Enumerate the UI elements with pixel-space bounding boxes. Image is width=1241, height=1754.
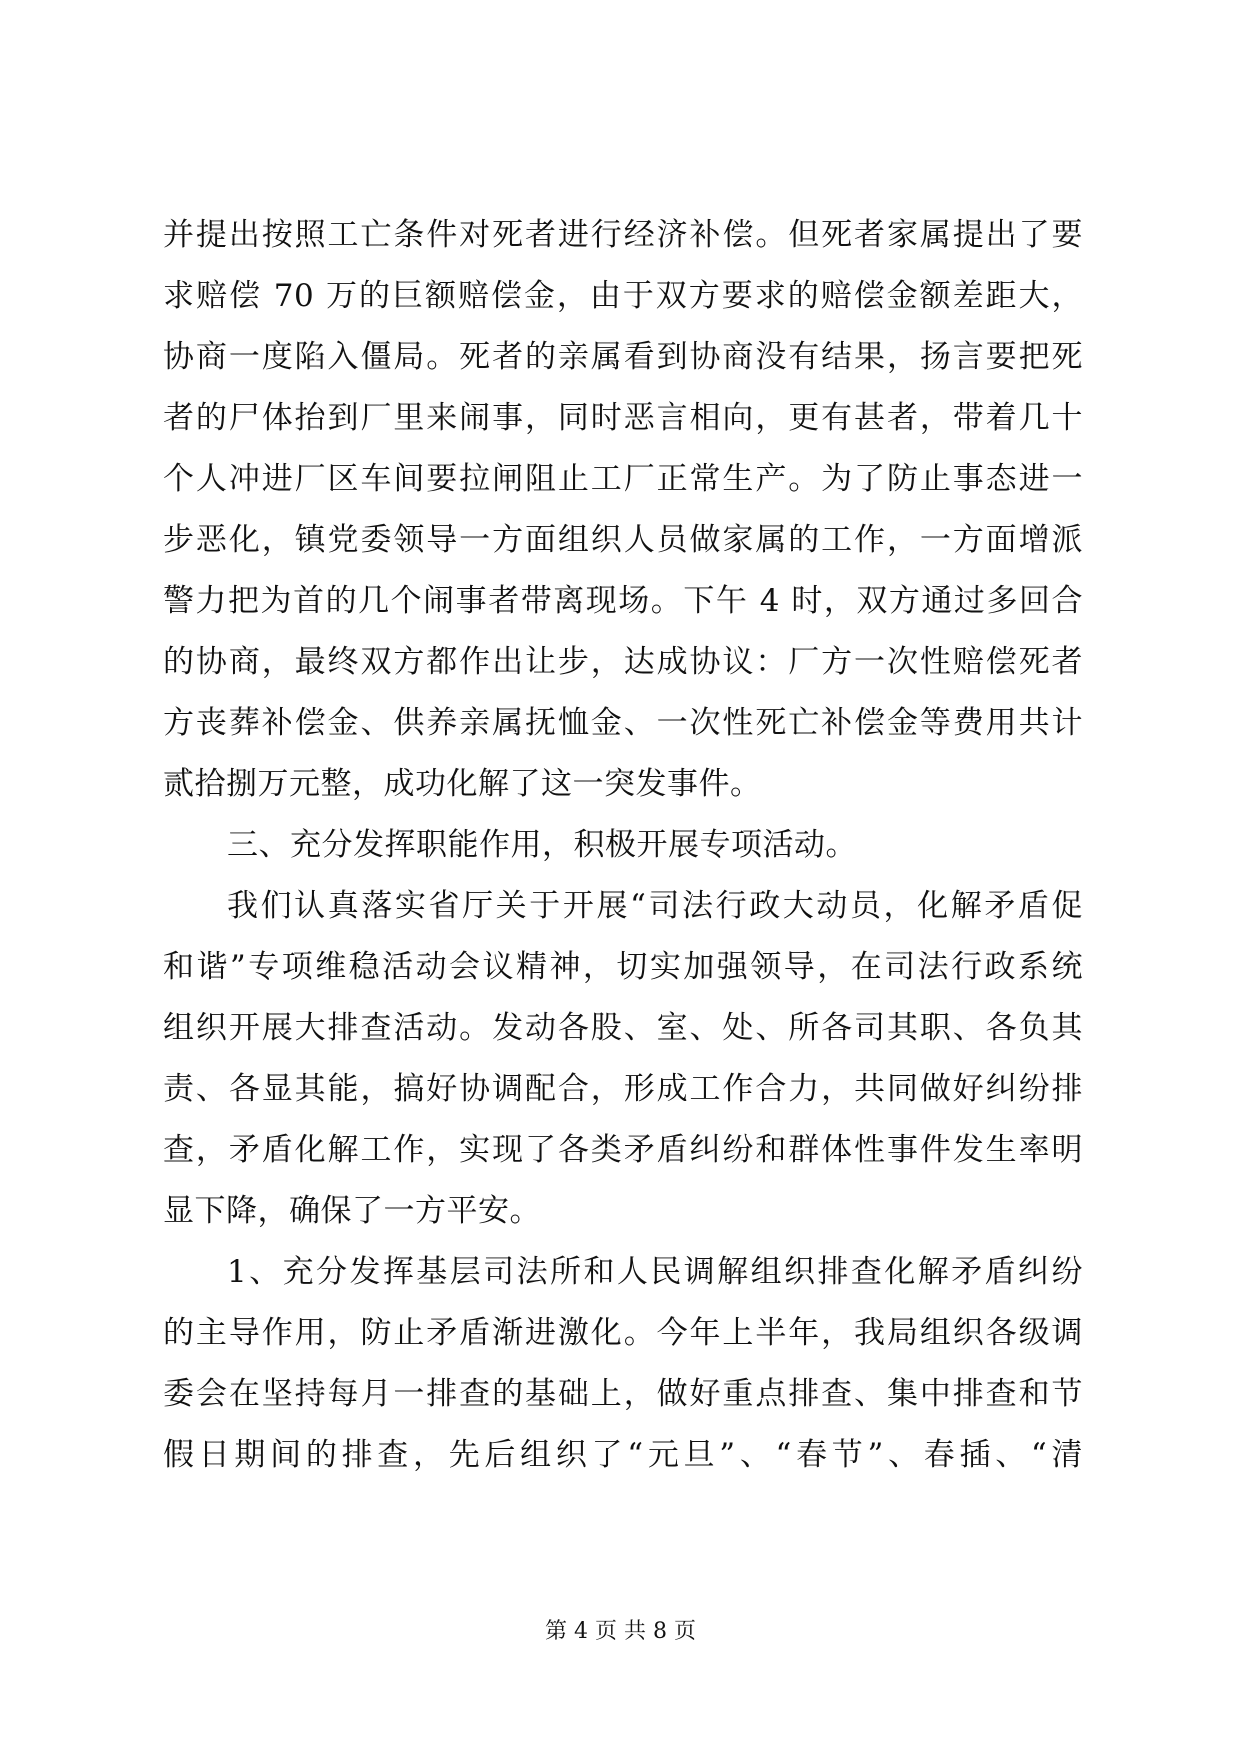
text-line: 求赔偿 70 万的巨额赔偿金，由于双方要求的赔偿金额差距大， — [163, 278, 1083, 314]
text-line: 方丧葬补偿金、供养亲属抚恤金、一次性死亡补偿金等费用共计 — [163, 705, 1083, 741]
text-line: 的主导作用，防止矛盾渐进激化。今年上半年，我局组织各级调 — [163, 1315, 1083, 1351]
text-line: 和谐”专项维稳活动会议精神，切实加强领导，在司法行政系统 — [163, 949, 1083, 985]
text-line: 组织开展大排查活动。发动各股、室、处、所各司其职、各负其 — [163, 1010, 1083, 1046]
section-heading: 三、充分发挥职能作用，积极开展专项活动。 — [227, 827, 857, 863]
text-line: 协商一度陷入僵局。死者的亲属看到协商没有结果，扬言要把死 — [163, 339, 1083, 375]
page-number-footer: 第 4 页 共 8 页 — [545, 1619, 696, 1644]
text-line: 委会在坚持每月一排查的基础上，做好重点排查、集中排查和节 — [163, 1376, 1083, 1412]
text-line: 并提出按照工亡条件对死者进行经济补偿。但死者家属提出了要 — [163, 217, 1083, 253]
text-line: 者的尸体抬到厂里来闹事，同时恶言相向，更有甚者，带着几十 — [163, 400, 1083, 436]
text-line: 的协商，最终双方都作出让步，达成协议：厂方一次性赔偿死者 — [163, 644, 1083, 680]
text-line: 我们认真落实省厅关于开展“司法行政大动员，化解矛盾促 — [227, 888, 1083, 924]
text-line: 个人冲进厂区车间要拉闸阻止工厂正常生产。为了防止事态进一 — [163, 461, 1083, 497]
text-line: 查，矛盾化解工作，实现了各类矛盾纠纷和群体性事件发生率明 — [163, 1132, 1083, 1168]
text-line: 责、各显其能，搞好协调配合，形成工作合力，共同做好纠纷排 — [163, 1071, 1083, 1107]
text-line: 警力把为首的几个闹事者带离现场。下午 4 时，双方通过多回合 — [163, 583, 1083, 619]
text-line: 步恶化，镇党委领导一方面组织人员做家属的工作，一方面增派 — [163, 522, 1083, 558]
text-line: 贰拾捌万元整，成功化解了这一突发事件。 — [163, 766, 762, 802]
text-line: 假日期间的排查，先后组织了“元旦”、“春节”、春插、“清 — [163, 1437, 1083, 1473]
text-line: 1、充分发挥基层司法所和人民调解组织排查化解矛盾纠纷 — [227, 1254, 1083, 1290]
text-line: 显下降，确保了一方平安。 — [163, 1193, 541, 1229]
document-body — [163, 205, 1083, 1486]
